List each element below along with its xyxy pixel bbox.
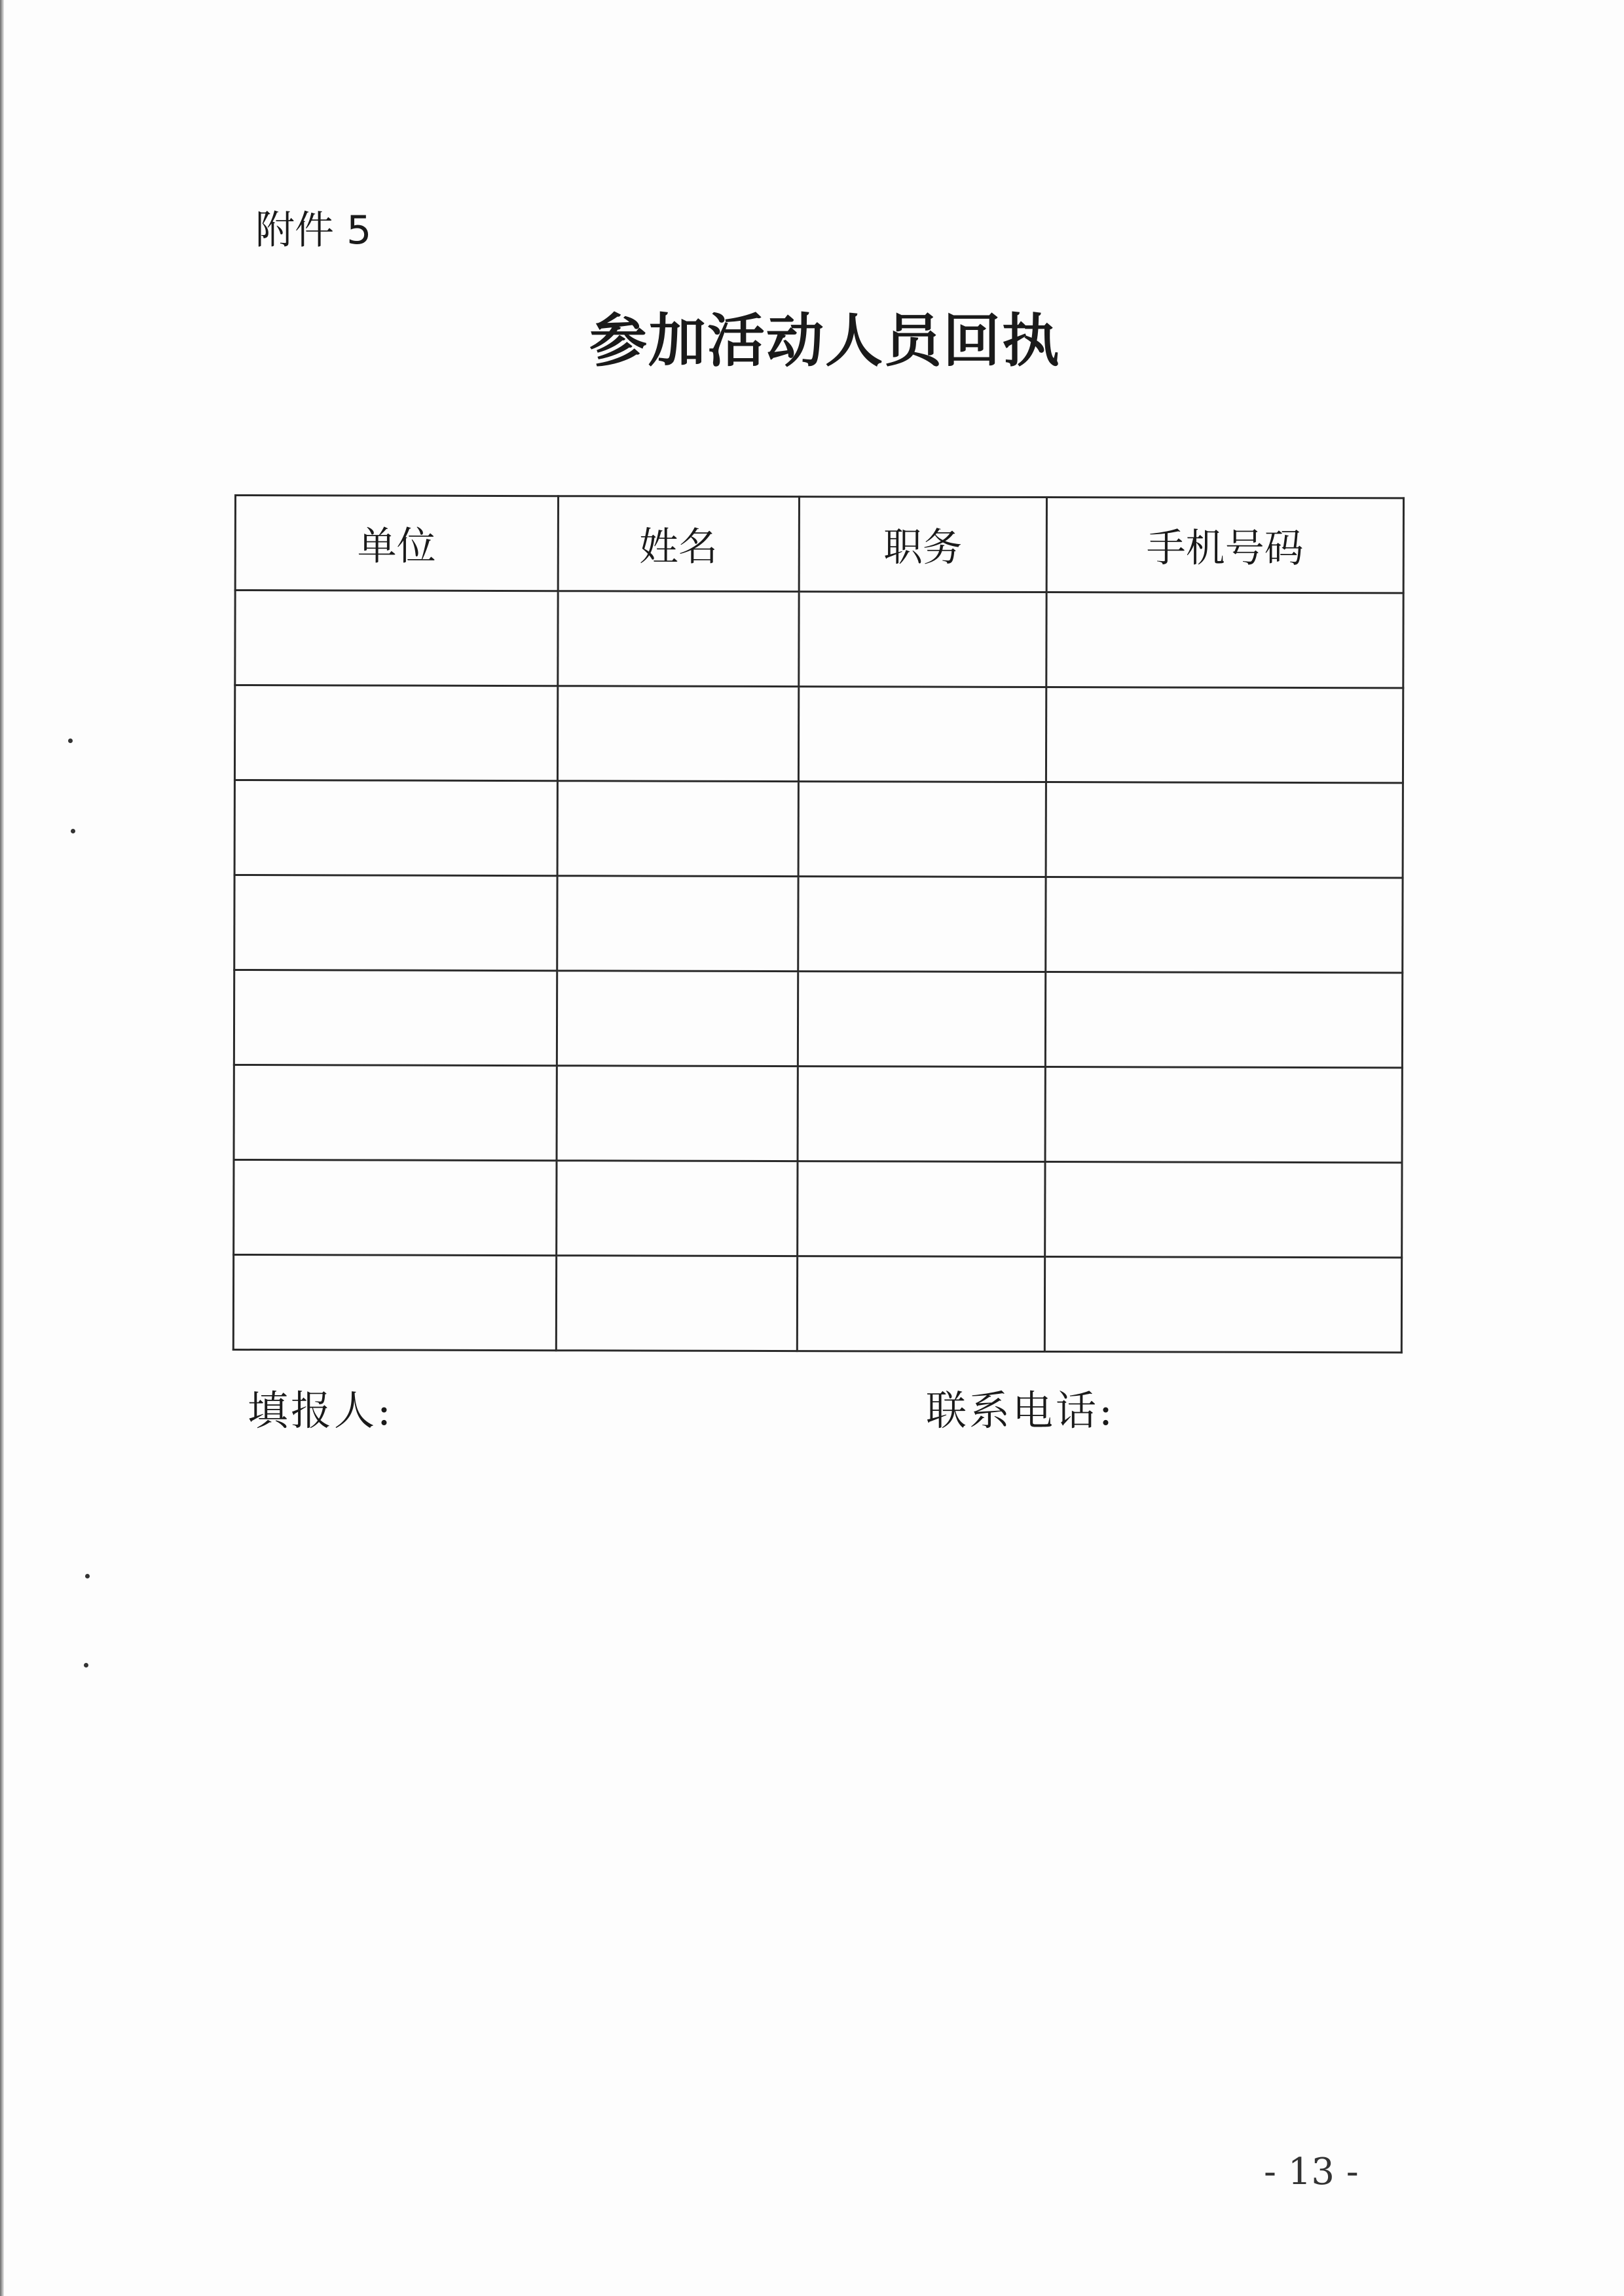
cell-unit[interactable] xyxy=(233,1255,556,1351)
cell-unit[interactable] xyxy=(234,875,557,971)
cell-name[interactable] xyxy=(557,971,798,1066)
cell-position[interactable] xyxy=(798,877,1046,972)
header-unit: 单位 xyxy=(235,496,558,591)
table-row xyxy=(234,970,1402,1068)
reporter-label: 填报人: xyxy=(248,1387,394,1434)
header-position: 职务 xyxy=(799,497,1046,592)
scan-speck xyxy=(84,1663,88,1667)
cell-name[interactable] xyxy=(557,781,798,877)
cell-name[interactable] xyxy=(557,876,798,972)
table-row xyxy=(234,780,1403,878)
cell-mobile[interactable] xyxy=(1045,1067,1403,1163)
cell-mobile[interactable] xyxy=(1045,877,1403,973)
cell-unit[interactable] xyxy=(234,685,557,781)
attachment-label: 附件 5 xyxy=(255,208,372,253)
cell-position[interactable] xyxy=(797,1256,1044,1352)
cell-name[interactable] xyxy=(558,591,799,687)
contact-phone-label: 联系电话: xyxy=(926,1387,1115,1434)
cell-position[interactable] xyxy=(798,687,1046,782)
table-row xyxy=(233,1255,1401,1353)
table-row xyxy=(234,1160,1402,1258)
header-mobile: 手机号码 xyxy=(1046,498,1404,593)
header-name: 姓名 xyxy=(558,496,799,592)
cell-unit[interactable] xyxy=(234,970,557,1066)
scan-edge-shadow xyxy=(0,0,4,2296)
cell-name[interactable] xyxy=(557,1066,798,1161)
cell-unit[interactable] xyxy=(234,1160,557,1256)
scan-speck xyxy=(71,829,75,833)
attendee-table xyxy=(232,494,1405,1353)
cell-position[interactable] xyxy=(798,972,1045,1067)
cell-mobile[interactable] xyxy=(1045,972,1403,1068)
cell-position[interactable] xyxy=(798,1066,1045,1162)
table-header-row xyxy=(235,496,1403,593)
page-number: - 13 - xyxy=(1264,2151,1359,2193)
scan-speck xyxy=(85,1574,90,1578)
cell-mobile[interactable] xyxy=(1046,782,1403,878)
cell-mobile[interactable] xyxy=(1044,1257,1402,1353)
table-row xyxy=(235,591,1403,688)
cell-mobile[interactable] xyxy=(1044,1162,1402,1258)
cell-unit[interactable] xyxy=(234,780,557,876)
document-title: 参加活动人员回执 xyxy=(589,306,1061,374)
cell-name[interactable] xyxy=(557,686,798,782)
table-row xyxy=(234,875,1403,973)
cell-name[interactable] xyxy=(556,1161,797,1256)
cell-position[interactable] xyxy=(798,782,1046,877)
table-row xyxy=(234,1065,1402,1163)
cell-unit[interactable] xyxy=(235,591,558,686)
cell-position[interactable] xyxy=(797,1161,1044,1257)
cell-unit[interactable] xyxy=(234,1065,557,1161)
scan-speck xyxy=(68,738,73,743)
cell-mobile[interactable] xyxy=(1046,592,1403,688)
cell-name[interactable] xyxy=(556,1256,797,1351)
cell-mobile[interactable] xyxy=(1046,687,1403,783)
cell-position[interactable] xyxy=(799,592,1046,687)
table-row xyxy=(234,685,1403,783)
